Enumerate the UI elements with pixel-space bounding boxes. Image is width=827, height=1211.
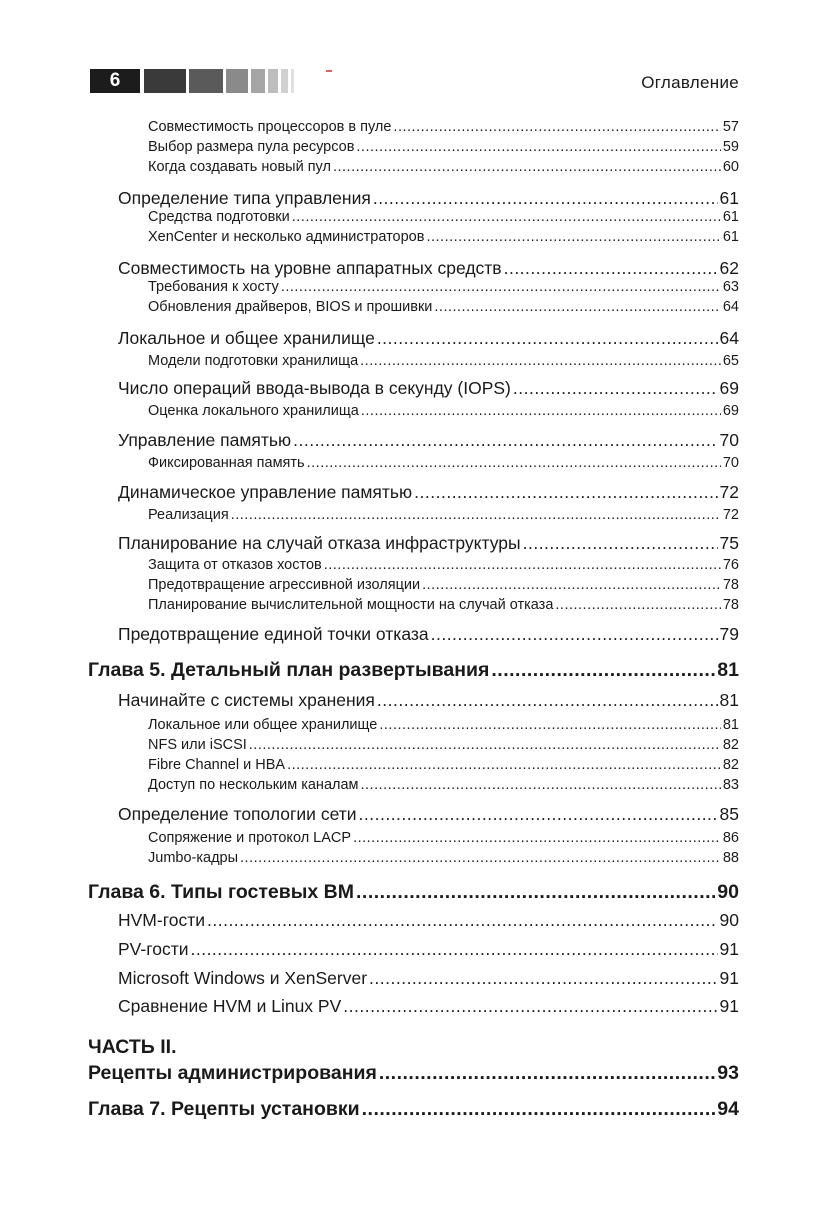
toc-entry-page: 75 bbox=[719, 533, 739, 553]
toc-entry-title: PV-гости bbox=[118, 939, 189, 959]
toc-entry-page: 81 bbox=[722, 717, 739, 733]
dot-leader bbox=[292, 208, 721, 226]
toc-entry-page: 65 bbox=[722, 353, 739, 369]
toc-entry-page: 70 bbox=[719, 430, 739, 450]
toc-entry bbox=[118, 429, 739, 451]
dot-leader bbox=[513, 377, 718, 399]
toc-entry-page: 94 bbox=[717, 1098, 739, 1120]
decor-block bbox=[281, 69, 288, 93]
toc-entry bbox=[148, 576, 739, 594]
toc-entry-page: 85 bbox=[719, 804, 739, 824]
toc-entry bbox=[148, 352, 739, 370]
dot-leader bbox=[361, 776, 721, 794]
toc-entry-page: 61 bbox=[722, 229, 739, 245]
toc-entry-title: Оценка локального хранилища bbox=[148, 403, 359, 419]
toc-entry-title: Совместимость процессоров в пуле bbox=[148, 119, 392, 135]
toc-entry-title: Предотвращение агрессивной изоляции bbox=[148, 577, 421, 593]
toc-entry-title: Совместимость на уровне аппаратных средств bbox=[118, 258, 502, 278]
toc-entry-page: 82 bbox=[722, 737, 739, 753]
toc-entry-title: Локальное или общее хранилище bbox=[148, 717, 378, 733]
toc-entry bbox=[148, 454, 739, 472]
dot-leader bbox=[359, 803, 718, 825]
toc-entry bbox=[148, 402, 739, 420]
page-number: 6 bbox=[90, 69, 140, 93]
toc-entry bbox=[148, 849, 739, 867]
dot-leader bbox=[307, 454, 721, 472]
dot-leader bbox=[231, 506, 721, 524]
toc-entry bbox=[88, 879, 739, 905]
toc-entry bbox=[148, 776, 739, 794]
toc-entry-title: Требования к хосту bbox=[148, 279, 279, 295]
toc-entry-page: 86 bbox=[722, 830, 739, 846]
dot-leader bbox=[356, 879, 715, 905]
toc-entry-title: XenCenter и несколько администраторов bbox=[148, 229, 425, 245]
toc-entry bbox=[88, 1096, 739, 1122]
toc-entry bbox=[118, 532, 739, 554]
decor-block bbox=[291, 69, 294, 93]
toc-entry bbox=[118, 257, 739, 279]
dot-leader bbox=[373, 187, 718, 209]
toc-entry-title: Реализация bbox=[148, 507, 229, 523]
toc-entry bbox=[148, 208, 739, 226]
chapter-title: Глава 7. Рецепты установки bbox=[88, 1098, 360, 1120]
toc-entry-page: 70 bbox=[722, 455, 739, 471]
toc-entry-page: 61 bbox=[722, 209, 739, 225]
dot-leader bbox=[434, 298, 720, 316]
toc-entry bbox=[118, 803, 739, 825]
toc-entry bbox=[118, 327, 739, 349]
toc-entry-page: 83 bbox=[722, 777, 739, 793]
toc-entry bbox=[148, 118, 739, 136]
dot-leader bbox=[414, 481, 717, 503]
toc-entry bbox=[148, 556, 739, 574]
toc-entry bbox=[88, 1060, 739, 1086]
dot-leader bbox=[207, 909, 718, 931]
decor-block bbox=[268, 69, 278, 93]
toc-entry-title: Начинайте с системы хранения bbox=[118, 690, 375, 710]
toc-entry-title: Фиксированная память bbox=[148, 455, 305, 471]
toc-entry-title: NFS или iSCSI bbox=[148, 737, 247, 753]
toc-entry-title: Fibre Channel и HBA bbox=[148, 757, 286, 773]
toc-entry-title: HVM-гости bbox=[118, 910, 205, 930]
toc-entry-title: Предотвращение единой точки отказа bbox=[118, 624, 429, 644]
toc-entry-title: Глава 6. Типы гостевых ВМ bbox=[88, 881, 354, 903]
toc-entry-page: 81 bbox=[717, 659, 739, 681]
decor-mark bbox=[326, 70, 332, 72]
toc-entry-page: 90 bbox=[717, 881, 739, 903]
toc-entry-page: 76 bbox=[722, 557, 739, 573]
decor-block bbox=[226, 69, 248, 93]
toc-entry-page: 91 bbox=[719, 939, 739, 959]
dot-leader bbox=[249, 736, 721, 754]
toc-entry-title: Сопряжение и протокол LACP bbox=[148, 830, 352, 846]
toc-entry-title: Планирование вычислительной мощности на случай отказа bbox=[148, 597, 554, 613]
toc-entry-title: Число операций ввода-вывода в секунду (IOPS) bbox=[118, 378, 511, 398]
toc-entry bbox=[148, 716, 739, 734]
toc-entry-page: 78 bbox=[722, 597, 739, 613]
toc-entry-page: 91 bbox=[719, 968, 739, 988]
dot-leader bbox=[555, 596, 720, 614]
toc-entry-title: Сравнение HVM и Linux PV bbox=[118, 996, 342, 1016]
toc-entry bbox=[148, 228, 739, 246]
toc-entry-title: Планирование на случай отказа инфраструктуры bbox=[118, 533, 521, 553]
toc-entry bbox=[148, 138, 739, 156]
dot-leader bbox=[281, 278, 721, 296]
toc-entry-page: 69 bbox=[719, 378, 739, 398]
dot-leader bbox=[356, 138, 720, 156]
decor-block bbox=[144, 69, 186, 93]
toc-entry-page: 88 bbox=[722, 850, 739, 866]
toc-entry-title: Microsoft Windows и XenServer bbox=[118, 968, 368, 988]
toc-entry-page: 61 bbox=[719, 188, 739, 208]
toc-entry-title: Средства подготовки bbox=[148, 209, 290, 225]
dot-leader bbox=[422, 576, 721, 594]
toc-entry-title: Доступ по нескольким каналам bbox=[148, 777, 359, 793]
toc-entry bbox=[118, 481, 739, 503]
dot-leader bbox=[362, 1096, 716, 1122]
dot-leader bbox=[379, 1060, 715, 1086]
toc-entry-title: Динамическое управление памятью bbox=[118, 482, 413, 502]
toc-entry bbox=[118, 623, 739, 645]
dot-leader bbox=[293, 429, 717, 451]
decor-block bbox=[251, 69, 265, 93]
dot-leader bbox=[426, 228, 720, 246]
dot-leader bbox=[343, 995, 717, 1017]
dot-leader bbox=[190, 938, 717, 960]
page-header bbox=[0, 0, 827, 110]
dot-leader bbox=[504, 257, 718, 279]
toc-entry-title: Управление памятью bbox=[118, 430, 292, 450]
toc-entry bbox=[148, 756, 739, 774]
toc-entry-title: Jumbo-кадры bbox=[148, 850, 239, 866]
toc-entry-page: 72 bbox=[722, 507, 739, 523]
section-title: Оглавление bbox=[641, 73, 739, 92]
toc-entry-page: 64 bbox=[719, 328, 739, 348]
toc-entry-title: Обновления драйверов, BIOS и прошивки bbox=[148, 299, 433, 315]
dot-leader bbox=[287, 756, 721, 774]
toc-entry-page: 78 bbox=[722, 577, 739, 593]
toc-entry bbox=[148, 158, 739, 176]
part-title: Рецепты администрирования bbox=[88, 1062, 377, 1084]
toc-entry bbox=[118, 995, 739, 1017]
dot-leader bbox=[523, 532, 718, 554]
dot-leader bbox=[379, 716, 721, 734]
toc-entry bbox=[118, 909, 739, 931]
toc-entry-page: 59 bbox=[722, 139, 739, 155]
toc-entry-page: 57 bbox=[722, 119, 739, 135]
toc-entry bbox=[118, 967, 739, 989]
decor-block bbox=[189, 69, 223, 93]
toc-entry-page: 90 bbox=[719, 910, 739, 930]
toc-entry-page: 69 bbox=[722, 403, 739, 419]
toc-entry-page: 93 bbox=[717, 1062, 739, 1084]
dot-leader bbox=[431, 623, 718, 645]
dot-leader bbox=[360, 352, 721, 370]
toc-entry bbox=[148, 506, 739, 524]
toc-entry bbox=[88, 657, 739, 683]
toc-entry-page: 82 bbox=[722, 757, 739, 773]
toc-entry-title: Определение топологии сети bbox=[118, 804, 357, 824]
toc-entry-title: Модели подготовки хранилища bbox=[148, 353, 359, 369]
toc-entry-page: 91 bbox=[719, 996, 739, 1016]
dot-leader bbox=[491, 657, 715, 683]
toc-entry-title: Выбор размера пула ресурсов bbox=[148, 139, 355, 155]
toc-entry-title: Определение типа управления bbox=[118, 188, 371, 208]
dot-leader bbox=[240, 849, 721, 867]
toc-entry bbox=[148, 596, 739, 614]
dot-leader bbox=[393, 118, 720, 136]
toc-entry-page: 81 bbox=[719, 690, 739, 710]
dot-leader bbox=[369, 967, 718, 989]
toc-entry-title: Локальное и общее хранилище bbox=[118, 328, 375, 348]
toc-entry-page: 72 bbox=[719, 482, 739, 502]
dot-leader bbox=[361, 402, 721, 420]
toc-entry-page: 60 bbox=[722, 159, 739, 175]
toc-entry bbox=[148, 278, 739, 296]
toc-entry bbox=[118, 938, 739, 960]
dot-leader bbox=[377, 327, 718, 349]
toc-entry-page: 62 bbox=[719, 258, 739, 278]
toc-entry bbox=[148, 829, 739, 847]
toc-entry-title: Когда создавать новый пул bbox=[148, 159, 331, 175]
dot-leader bbox=[353, 829, 721, 847]
toc-entry-title: Защита от отказов хостов bbox=[148, 557, 322, 573]
dot-leader bbox=[324, 556, 721, 574]
toc-entry-title: Глава 5. Детальный план развертывания bbox=[88, 659, 490, 681]
toc-entry bbox=[118, 187, 739, 209]
part-label: ЧАСТЬ II. bbox=[88, 1036, 177, 1058]
toc-entry-page: 79 bbox=[719, 624, 739, 644]
toc-entry bbox=[118, 377, 739, 399]
toc-entry-page: 63 bbox=[722, 279, 739, 295]
toc-entry bbox=[148, 298, 739, 316]
toc-entry bbox=[148, 736, 739, 754]
toc-entry bbox=[118, 689, 739, 711]
dot-leader bbox=[333, 158, 721, 176]
toc-entry-page: 64 bbox=[722, 299, 739, 315]
dot-leader bbox=[377, 689, 718, 711]
